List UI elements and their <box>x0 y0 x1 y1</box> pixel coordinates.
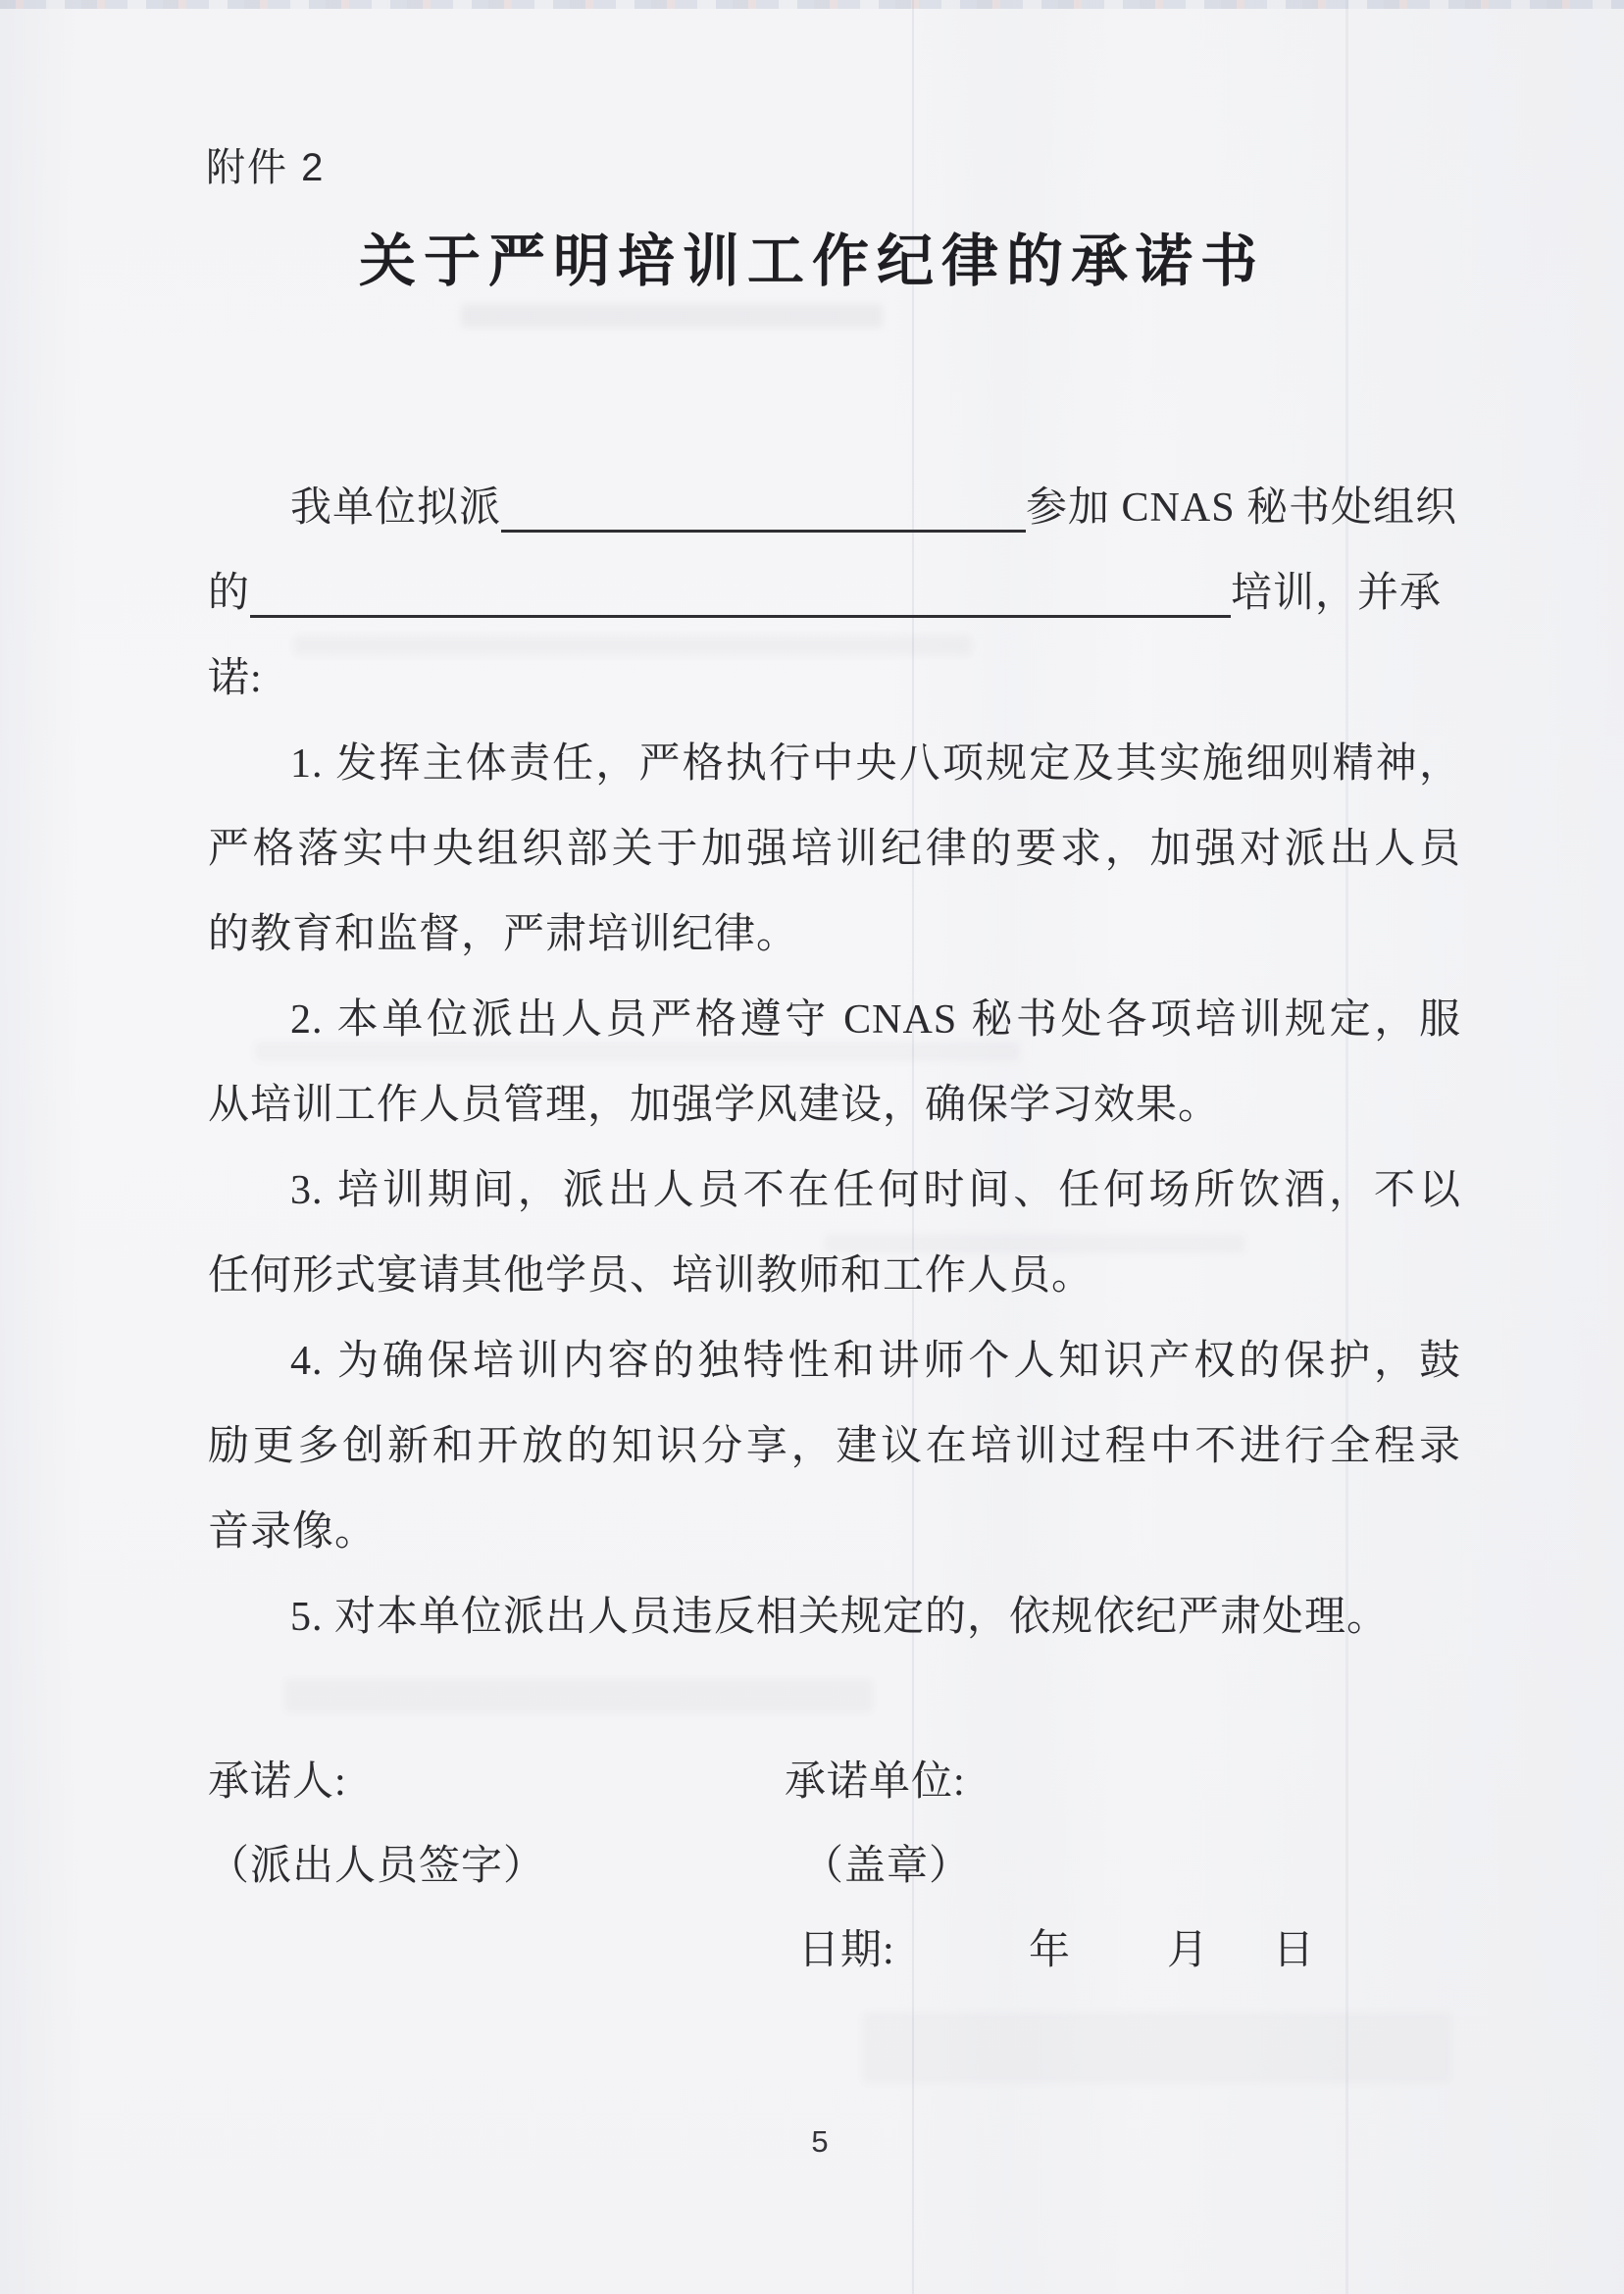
body-line-8: 4. 为确保培训内容的独特性和讲师个人知识产权的保护，鼓 <box>290 1339 1461 1384</box>
body-line-4: 2. 本单位派出人员严格遵守 CNAS 秘书处各项培训规定，服 <box>290 997 1461 1043</box>
unit-note: （盖章） <box>802 1844 972 1889</box>
intro-line-1-pre: 我单位拟派 <box>290 485 502 531</box>
body-line-3: 的教育和监督，严肃培训纪律。 <box>208 912 799 957</box>
body-line-11: 5. 对本单位派出人员违反相关规定的，依规依纪严肃处理。 <box>290 1595 1390 1640</box>
intro-line-2-post: 培训，并承 <box>1231 571 1443 616</box>
intro-line-3: 诺: <box>208 656 263 701</box>
document-body <box>208 466 1461 1660</box>
date-label: 日期: <box>798 1928 895 1973</box>
unit-label: 承诺单位: <box>785 1759 966 1805</box>
body-line-2: 严格落实中央组织部关于加强培训纪律的要求，加强对派出人员 <box>208 827 1461 872</box>
day-label: 日 <box>1273 1928 1316 1973</box>
promiser-label: 承诺人: <box>208 1759 347 1805</box>
body-line-5: 从培训工作人员管理，加强学风建设，确保学习效果。 <box>208 1083 1221 1128</box>
signature-row-3 <box>208 1909 1463 1993</box>
signature-row-1 <box>208 1740 1463 1824</box>
scan-edge-artifact <box>0 0 1624 9</box>
bleed-through-artifact <box>284 1679 873 1712</box>
intro-line-2-pre: 的 <box>208 571 251 616</box>
bleed-through-artifact <box>461 304 883 328</box>
body-line-9: 励更多创新和开放的知识分享，建议在培训过程中不进行全程录 <box>208 1424 1461 1469</box>
year-label: 年 <box>1029 1928 1072 1973</box>
fill-in-blank-trainee-names <box>501 500 1026 533</box>
attachment-label: 附件 2 <box>206 146 326 189</box>
body-line-7: 任何形式宴请其他学员、培训教师和工作人员。 <box>208 1253 1094 1299</box>
body-line-6: 3. 培训期间，派出人员不在任何时间、任何场所饮酒，不以 <box>290 1168 1461 1213</box>
bleed-through-artifact <box>863 2013 1451 2083</box>
body-line-1: 1. 发挥主体责任，严格执行中央八项规定及其实施细则精神， <box>290 741 1461 787</box>
document-title: 关于严明培训工作纪律的承诺书 <box>358 229 1265 293</box>
signature-row-2 <box>208 1824 1463 1909</box>
fill-in-blank-training-name <box>250 586 1231 618</box>
intro-line-2 <box>208 551 1461 637</box>
month-label: 月 <box>1167 1928 1210 1973</box>
intro-line-1-post: 参加 CNAS 秘书处组织 <box>1026 485 1458 531</box>
signature-block <box>208 1740 1463 1993</box>
body-line-10: 音录像。 <box>208 1509 378 1555</box>
page-number: 5 <box>811 2124 829 2159</box>
promiser-note: （派出人员签字） <box>208 1844 546 1889</box>
intro-line-1 <box>208 466 1461 551</box>
